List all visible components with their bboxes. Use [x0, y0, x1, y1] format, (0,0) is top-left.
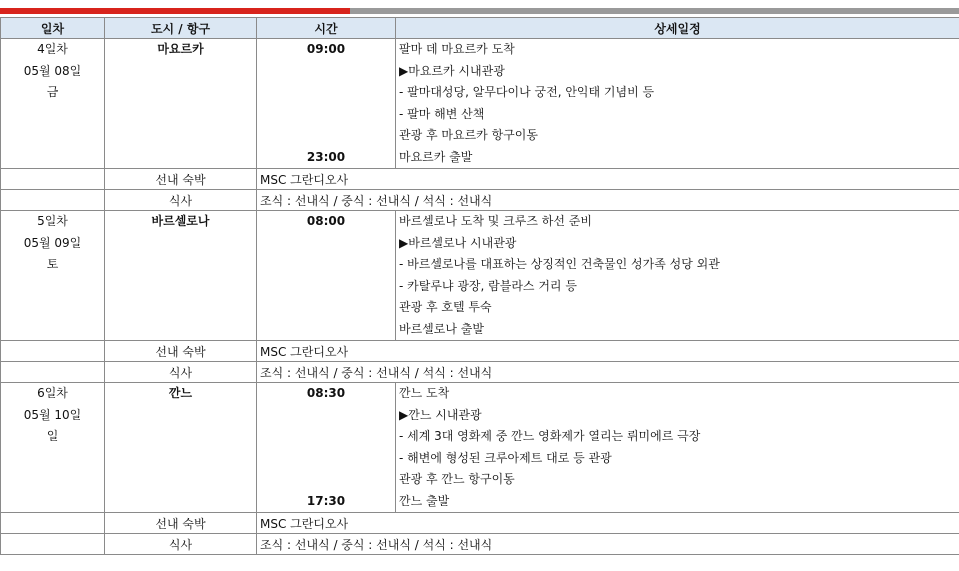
day-label: 4일차	[37, 42, 68, 56]
detail-line: 팔마 데 마요르카 도착	[399, 42, 515, 56]
lodging-row	[1, 169, 959, 190]
detail-line: ▶마요르카 시내관광	[399, 63, 505, 78]
day-date: 05월 10일	[23, 407, 82, 422]
meal-row	[1, 362, 959, 383]
detail-cell	[396, 39, 959, 169]
lodging-row	[1, 341, 959, 362]
day-cell	[1, 39, 105, 169]
header-detail: 상세일정	[396, 18, 959, 39]
lodging-value: MSC 그란디오사	[257, 341, 959, 362]
city-cell	[105, 39, 257, 169]
detail-line: 바르셀로나 출발	[399, 321, 484, 336]
day-cell	[1, 211, 105, 341]
itinerary-table	[0, 17, 959, 555]
day-cell	[1, 383, 105, 513]
meal-label: 식사	[105, 534, 257, 555]
detail-line: 깐느 도착	[399, 386, 450, 400]
meal-row	[1, 534, 959, 555]
detail-line: - 해변에 형성된 크루아제트 대로 등 관광	[399, 450, 612, 465]
lodging-row	[1, 513, 959, 534]
accent-gray-segment	[350, 8, 959, 14]
day-row	[1, 211, 959, 341]
day-row	[1, 39, 959, 169]
time-start: 09:00	[306, 42, 346, 56]
header-city: 도시 / 항구	[105, 18, 257, 39]
meal-row	[1, 190, 959, 211]
meal-label: 식사	[105, 190, 257, 211]
city-name: 깐느	[168, 386, 193, 400]
detail-line: - 팔마 해변 산책	[399, 106, 485, 121]
header-day: 일차	[1, 18, 105, 39]
day-date: 05월 09일	[23, 235, 82, 250]
time-cell	[257, 211, 396, 341]
lodging-label: 선내 숙박	[105, 169, 257, 190]
city-cell	[105, 211, 257, 341]
city-name: 바르셀로나	[151, 214, 210, 228]
table-header-row	[1, 18, 959, 39]
meal-value: 조식 : 선내식 / 중식 : 선내식 / 석식 : 선내식	[257, 362, 959, 383]
day-label: 5일차	[37, 214, 68, 228]
detail-line: 바르셀로나 도착 및 크루즈 하선 준비	[399, 214, 592, 228]
detail-line: 관광 후 호텔 투숙	[399, 300, 492, 314]
detail-line: - 세계 3대 영화제 중 깐느 영화제가 열리는 뤼미에르 극장	[399, 429, 701, 443]
time-cell	[257, 39, 396, 169]
time-start: 08:30	[306, 386, 346, 400]
day-label: 6일차	[37, 386, 68, 400]
detail-cell	[396, 383, 959, 513]
lodging-value: MSC 그란디오사	[257, 169, 959, 190]
lodging-value: MSC 그란디오사	[257, 513, 959, 534]
meal-value: 조식 : 선내식 / 중식 : 선내식 / 석식 : 선내식	[257, 534, 959, 555]
time-start: 08:00	[306, 214, 346, 228]
top-accent-bar	[0, 0, 959, 16]
detail-line: 관광 후 마요르카 항구이동	[399, 128, 538, 142]
lodging-label: 선내 숙박	[105, 513, 257, 534]
accent-red-segment	[0, 8, 350, 14]
lodging-label: 선내 숙박	[105, 341, 257, 362]
day-weekday: 토	[46, 257, 59, 271]
meal-label: 식사	[105, 362, 257, 383]
time-end: 17:30	[306, 493, 346, 508]
city-cell	[105, 383, 257, 513]
day-row	[1, 383, 959, 513]
detail-line: ▶깐느 시내관광	[399, 407, 482, 422]
detail-line: - 바르셀로나를 대표하는 상징적인 건축물인 성가족 성당 외관	[399, 257, 720, 271]
detail-line: - 팔마대성당, 알무다이나 궁전, 안익태 기념비 등	[399, 85, 655, 99]
day-weekday: 일	[46, 429, 59, 443]
meal-value: 조식 : 선내식 / 중식 : 선내식 / 석식 : 선내식	[257, 190, 959, 211]
detail-cell	[396, 211, 959, 341]
detail-line: 깐느 출발	[399, 493, 450, 508]
time-end: 23:00	[306, 149, 346, 164]
day-date: 05월 08일	[23, 63, 82, 78]
detail-line: ▶바르셀로나 시내관광	[399, 235, 517, 250]
detail-line: - 카탈루냐 광장, 람블라스 거리 등	[399, 278, 577, 293]
header-time: 시간	[257, 18, 396, 39]
detail-line: 마요르카 출발	[399, 149, 473, 164]
time-cell	[257, 383, 396, 513]
city-name: 마요르카	[157, 42, 204, 56]
detail-line: 관광 후 깐느 항구이동	[399, 472, 515, 486]
day-weekday: 금	[46, 85, 59, 99]
